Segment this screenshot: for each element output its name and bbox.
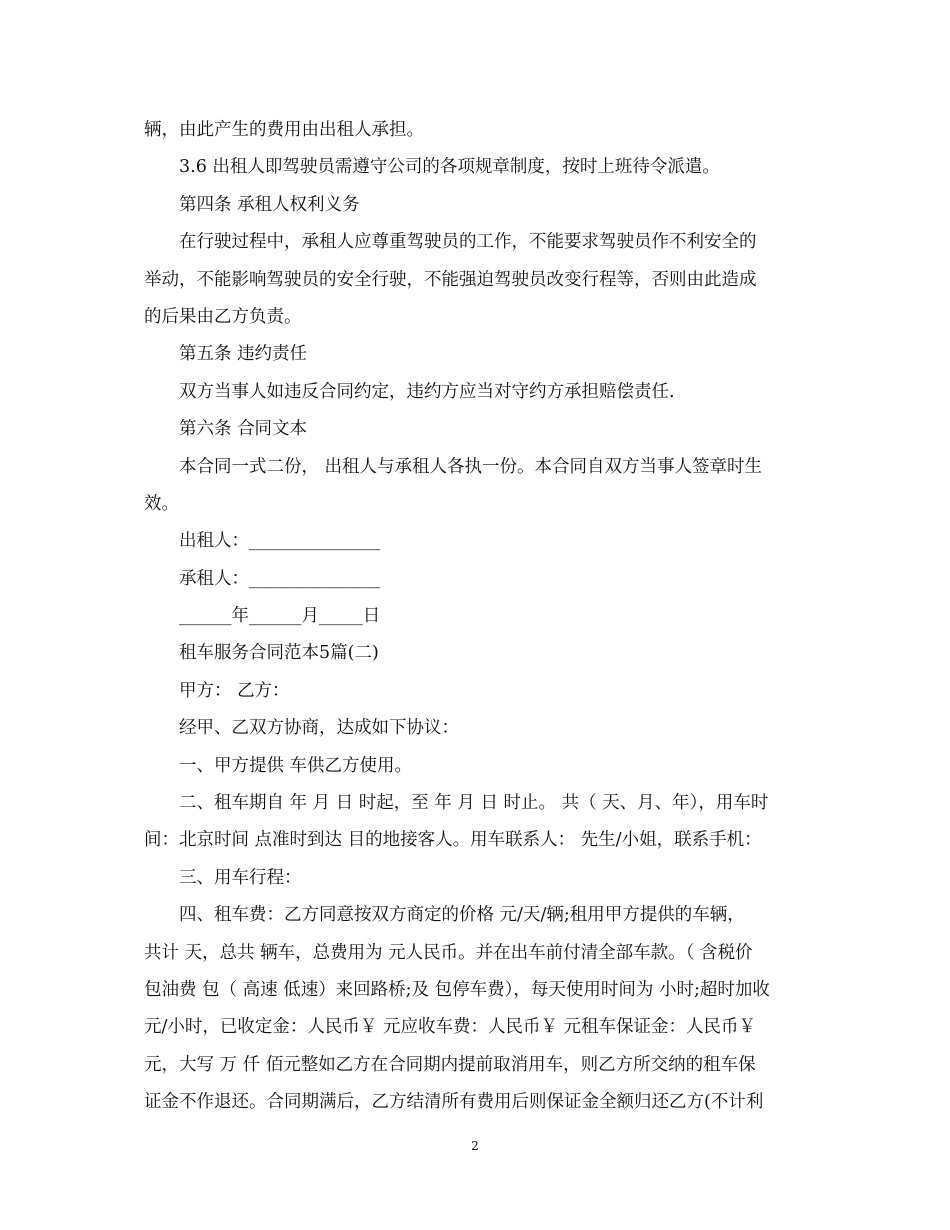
lessee-signature-line: 承租人：_______________: [179, 568, 381, 589]
paragraph-line: 证金不作退还。合同期满后，乙方结清所有费用后则保证金全额归还乙方(不计利: [144, 1092, 764, 1113]
paragraph-line: 元/小时，已收定金：人民币￥ 元应收车费：人民币￥ 元租车保证金：人民币￥: [144, 1017, 757, 1038]
clause-1-line: 一、甲方提供 车供乙方使用。: [179, 755, 413, 776]
paragraph-line: 经甲、乙双方协商，达成如下协议：: [179, 718, 459, 739]
section-title: 租车服务合同范本5篇(二): [179, 643, 379, 664]
document-body: [144, 112, 810, 1122]
clause-2-line: 二、租车期自 年 月 日 时起，至 年 月 日 时止。 共（ 天、月、年），用车时: [179, 793, 769, 814]
article-4-heading: 第四条 承租人权利义务: [179, 194, 360, 215]
article-6-heading: 第六条 合同文本: [179, 419, 308, 440]
paragraph-line: 元，大写 万 仟 佰元整如乙方在合同期内提前取消用车，则乙方所交纳的租车保: [144, 1054, 756, 1075]
paragraph-line: 的后果由乙方负责。: [144, 306, 302, 327]
lessor-signature-line: 出租人：_______________: [179, 531, 381, 552]
paragraph-line: 间：北京时间 点准时到达 目的地接客人。用车联系人： 先生/小姐，联系手机：: [144, 830, 762, 851]
paragraph-line: 双方当事人如违反合同约定，违约方应当对守约方承担赔偿责任.: [179, 381, 675, 402]
paragraph-line: 包油费 包（ 高速 低速）来回路桥;及 包停车费），每天使用时间为 小时;超时加收: [144, 979, 770, 1000]
paragraph-line: 效。: [144, 493, 179, 514]
paragraph-line: 共计 天，总共 辆车，总费用为 元人民币。并在出车前付清全部车款。（ 含税价: [144, 942, 753, 963]
clause-3-line: 三、用车行程：: [179, 867, 302, 888]
paragraph-line: 辆，由此产生的费用由出租人承担。: [144, 120, 424, 140]
clause-3-6-line: 3.6 出租人即驾驶员需遵守公司的各项规章制度，按时上班待令派遣。: [179, 157, 720, 178]
date-line: ______年______月_____日: [179, 606, 381, 627]
paragraph-line: 举动，不能影响驾驶员的安全行驶，不能强迫驾驶员改变行程等，否则由此造成: [144, 269, 757, 290]
paragraph-line: 在行驶过程中，承租人应尊重驾驶员的工作，不能要求驾驶员作不利安全的: [179, 232, 757, 253]
parties-line: 甲方： 乙方：: [179, 680, 290, 701]
paragraph-line: 本合同一式二份， 出租人与承租人各执一份。本合同自双方当事人签章时生: [179, 456, 763, 477]
page-number: 2: [471, 1139, 479, 1153]
article-5-heading: 第五条 违约责任: [179, 344, 308, 365]
clause-4-line: 四、租车费：乙方同意按双方商定的价格 元/天/辆;租用甲方提供的车辆，: [179, 905, 745, 926]
